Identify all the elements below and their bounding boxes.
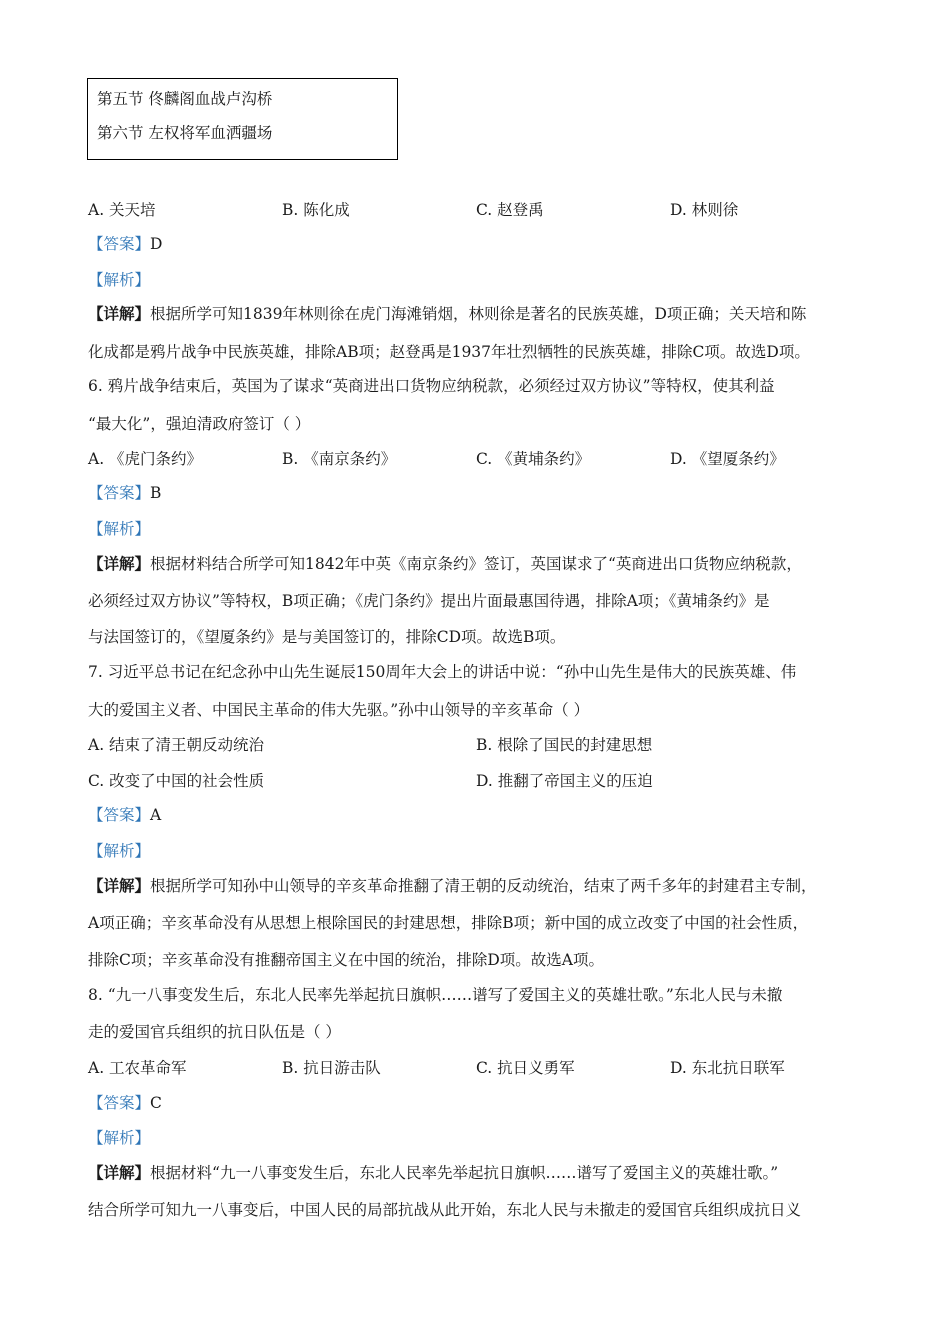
- detail-text: 根据材料“九一八事变发生后，东北人民率先举起抗日旗帜……谱写了爱国主义的英雄壮歌。”: [150, 1164, 779, 1182]
- q8-stem-line-2: 走的爱国官兵组织的抗日队伍是（ ）: [88, 1023, 341, 1041]
- q6-detail-line-2: 必须经过双方协议”等特权，B项正确；《虎门条约》提出片面最惠国待遇，排除A项；《黄埔条约》是: [88, 592, 770, 610]
- answer-tag: 【答案】: [88, 1094, 151, 1112]
- answer-tag: 【答案】: [88, 235, 151, 253]
- q8-option-a: A. 工农革命军: [88, 1059, 187, 1077]
- q7-analysis-tag: 【解析】: [88, 842, 151, 860]
- detail-text: 根据所学可知孙中山领导的辛亥革命推翻了清王朝的反动统治，结束了两千多年的封建君主专制，: [150, 877, 817, 895]
- detail-tag: 【详解】: [88, 304, 151, 323]
- detail-text: 根据所学可知1839年林则徐在虎门海滩销烟，林则徐是著名的民族英雄，D项正确；关天培和陈: [150, 305, 807, 323]
- q6-detail-line-3: 与法国签订的，《望厦条约》是与美国签订的，排除CD项。故选B项。: [88, 628, 566, 646]
- q5-option-b: B. 陈化成: [282, 201, 350, 219]
- q8-option-d: D. 东北抗日联军: [670, 1059, 785, 1077]
- q6-answer: [88, 483, 161, 503]
- detail-tag: 【详解】: [88, 876, 151, 895]
- q8-stem-line-1: 8. “九一八事变发生后，东北人民率先举起抗日旗帜……谱写了爱国主义的英雄壮歌。”东北人民与未撤: [88, 986, 783, 1004]
- q7-option-c: C. 改变了中国的社会性质: [88, 772, 265, 790]
- q6-option-b: B. 《南京条约》: [282, 450, 397, 468]
- q6-stem-line-2: “最大化”，强迫清政府签订（ ）: [88, 415, 311, 433]
- q8-analysis-tag: 【解析】: [88, 1129, 151, 1147]
- q5-option-c: C. 赵登禹: [476, 201, 544, 219]
- q8-option-b: B. 抗日游击队: [282, 1059, 381, 1077]
- q8-answer: [88, 1093, 162, 1113]
- q7-stem-line-1: 7. 习近平总书记在纪念孙中山先生诞辰150周年大会上的讲话中说：“孙中山先生是伟大的民族英雄、伟: [88, 663, 797, 681]
- q5-detail-line-2: 化成都是鸦片战争中民族英雄，排除AB项；赵登禹是1937年壮烈牺牲的民族英雄，排除C项。故选D项。: [88, 343, 810, 361]
- q6-option-d: D. 《望厦条约》: [670, 450, 785, 468]
- q6-option-c: C. 《黄埔条约》: [476, 450, 591, 468]
- answer-value: B: [150, 484, 162, 502]
- answer-tag: 【答案】: [88, 484, 151, 502]
- q5-analysis-tag: 【解析】: [88, 271, 151, 289]
- q7-detail-line-3: 排除C项；辛亥革命没有推翻帝国主义在中国的统治，排除D项。故选A项。: [88, 951, 604, 969]
- detail-tag: 【详解】: [88, 1163, 151, 1182]
- q5-detail-line-1: [88, 304, 806, 324]
- q7-answer: [88, 805, 161, 825]
- q8-detail-line-1: [88, 1163, 778, 1183]
- q7-detail-line-1: [88, 876, 817, 896]
- answer-tag: 【答案】: [88, 806, 151, 824]
- section-6: 第六节 左权将军血洒疆场: [97, 124, 273, 142]
- section-5: 第五节 佟麟阁血战卢沟桥: [97, 90, 273, 108]
- q7-option-b: B. 根除了国民的封建思想: [476, 736, 653, 754]
- q6-option-a: A. 《虎门条约》: [88, 450, 203, 468]
- answer-value: A: [150, 806, 162, 824]
- q6-detail-line-1: [88, 554, 802, 574]
- answer-value: D: [150, 235, 163, 253]
- q8-detail-line-2: 结合所学可知九一八事变后，中国人民的局部抗战从此开始，东北人民与未撤走的爱国官兵组织成抗日义: [88, 1201, 802, 1219]
- q6-analysis-tag: 【解析】: [88, 520, 151, 538]
- q8-option-c: C. 抗日义勇军: [476, 1059, 575, 1077]
- q6-stem-line-1: 6. 鸦片战争结束后，英国为了谋求“英商进出口货物应纳税款，必须经过双方协议”等特权，使其利益: [88, 377, 775, 395]
- q5-option-d: D. 林则徐: [670, 201, 739, 219]
- q7-stem-line-2: 大的爱国主义者、中国民主革命的伟大先驱。”孙中山领导的辛亥革命（ ）: [88, 701, 590, 719]
- q5-answer: [88, 234, 162, 254]
- q7-option-d: D. 推翻了帝国主义的压迫: [476, 772, 653, 790]
- answer-value: C: [150, 1094, 162, 1112]
- q7-option-a: A. 结束了清王朝反动统治: [88, 736, 265, 754]
- detail-tag: 【详解】: [88, 554, 151, 573]
- section-list-box: [87, 78, 398, 160]
- q5-option-a: A. 关天培: [88, 201, 156, 219]
- q7-detail-line-2: A项正确；辛亥革命没有从思想上根除国民的封建思想，排除B项；新中国的成立改变了中国的社会性质，: [88, 914, 809, 932]
- detail-text: 根据材料结合所学可知1842年中英《南京条约》签订，英国谋求了“英商进出口货物应纳税款，: [150, 555, 802, 573]
